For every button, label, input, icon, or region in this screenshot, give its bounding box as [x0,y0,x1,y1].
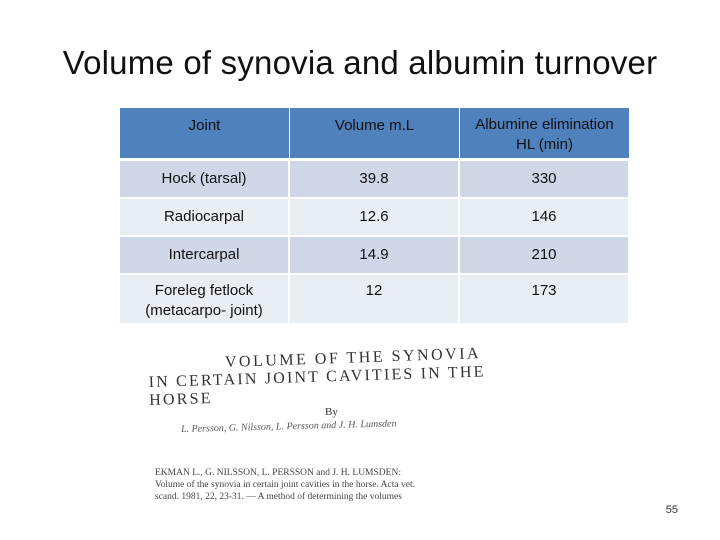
scan-citation-line: scand. 1981, 22, 23-31. — A method of determining the volumes [155,492,402,502]
scan-citation [155,467,525,503]
table-row [120,161,630,199]
cell-joint: Foreleg fetlock (metacarpo- joint) [120,275,290,325]
header-joint: Joint [120,108,290,161]
cell-joint: Intercarpal [120,237,290,275]
cell-joint: Radiocarpal [120,199,290,237]
scan-title-line1: VOLUME OF THE SYNOVIA [224,345,482,371]
cell-albumine: 210 [460,237,630,275]
slide-title: Volume of synovia and albumin turnover [62,44,658,81]
cell-volume: 12 [290,275,460,325]
cell-volume: 14.9 [290,237,460,275]
table-row [120,275,630,325]
table-row [120,199,630,237]
scan-authors: L. Persson, G. Nilsson, L. Persson and J. H. Lumsden [180,418,397,435]
header-volume: Volume m.L [290,108,460,161]
page-number: 55 [665,504,678,516]
scanned-article-excerpt [145,345,525,512]
cell-albumine: 146 [460,199,630,237]
table-header-row [120,108,630,161]
scan-by: By [325,406,338,418]
scan-title-line2: IN CERTAIN JOINT CAVITIES IN THE HORSE [148,363,486,409]
cell-volume: 39.8 [290,161,460,199]
scan-citation-line: Volume of the synovia in certain joint cavities in the horse. Acta vet. [155,480,415,490]
cell-joint: Hock (tarsal) [120,161,290,199]
header-albumine: Albumine elimination HL (min) [460,108,630,161]
synovia-table [120,108,630,325]
table-row [120,237,630,275]
cell-albumine: 330 [460,161,630,199]
cell-albumine: 173 [460,275,630,325]
cell-volume: 12.6 [290,199,460,237]
scan-citation-line: EKMAN L., G. NILSSON, L. PERSSON and J. H. LUMSDEN: [155,468,401,478]
